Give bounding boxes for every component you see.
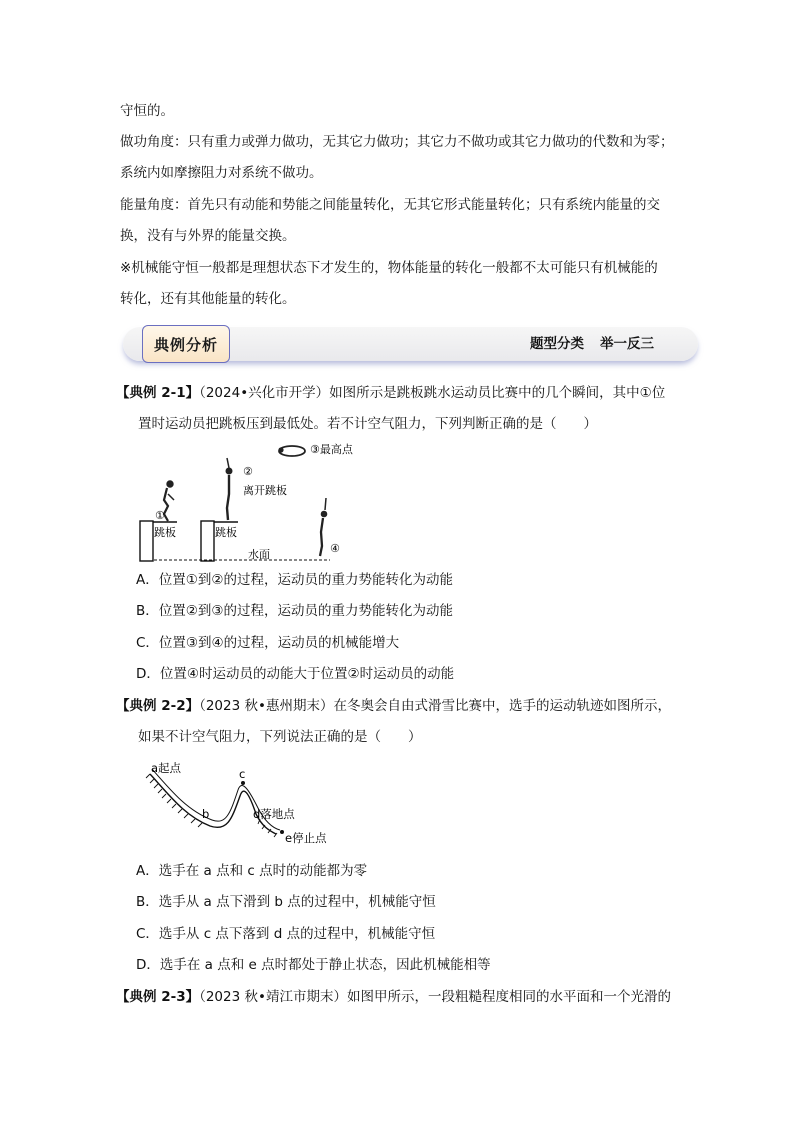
board-label-2: 跳板 [215, 526, 237, 539]
label-position-2-text: 离开跳板 [243, 484, 287, 497]
board-post-1 [140, 521, 153, 561]
label-e-stop: e停止点 [285, 831, 327, 845]
board-label-1: 跳板 [154, 526, 176, 539]
q2-heading [116, 696, 671, 716]
q1-option-b: B．位置②到③的过程，运动员的重力势能转化为动能 [136, 603, 453, 619]
q2-option-b: B．选手从 a 点下滑到 b 点的过程中，机械能守恒 [136, 894, 436, 910]
label-position-3: ③最高点 [310, 443, 353, 456]
q1-source: （2024•兴化市开学） [199, 385, 330, 401]
slope-hatching [146, 774, 277, 837]
intro-line-2: 做功角度：只有重力或弹力做功，无其它力做功；其它力不做功或其它力做功的代数和为零； [120, 134, 674, 150]
diver-position-4 [320, 498, 327, 556]
label-c: c [239, 767, 246, 781]
q1-tag: 【典例 2-1】 [116, 385, 200, 401]
section-banner-title: 典例分析 [142, 325, 230, 363]
q1-option-a: A．位置①到②的过程，运动员的重力势能转化为动能 [136, 572, 453, 588]
point-c [241, 781, 245, 785]
intro-line-4: 能量角度：首先只有动能和势能之间能量转化，无其它形式能量转化；只有系统内能量的交 [120, 197, 660, 213]
board-post-2 [201, 521, 214, 561]
label-position-4: ④ [330, 542, 340, 555]
q1-heading [116, 383, 665, 403]
slope-line-outer [150, 774, 276, 834]
q1-option-d: D．位置④时运动员的动能大于位置②时运动员的动能 [136, 666, 455, 682]
water-label: 水面 [248, 548, 270, 561]
q2-text-2: 如果不计空气阻力，下列说法正确的是（ ） [138, 729, 422, 745]
q2-option-c: C．选手从 c 点下落到 d 点的过程中，机械能守恒 [136, 926, 436, 942]
q2-option-a: A．选手在 a 点和 c 点时的动能都为零 [136, 863, 368, 879]
label-position-2: ② [243, 465, 253, 478]
banner-subtitle-2: 举一反三 [600, 336, 654, 352]
intro-line-1: 守恒的。 [120, 103, 174, 119]
q3-text-1: 如图甲所示，一段粗糙程度相同的水平面和一个光滑的 [346, 989, 671, 1005]
q1-option-c: C．位置③到④的过程，运动员的机械能增大 [136, 635, 400, 651]
section-banner-subtitle [530, 334, 654, 354]
q2-source: （2023 秋•惠州期末） [199, 698, 334, 714]
label-position-1: ① [155, 509, 165, 522]
q2-text-1: 在冬奥会自由式滑雪比赛中，选手的运动轨迹如图所示， [333, 698, 671, 714]
diver-position-1 [164, 481, 174, 521]
label-b: b [202, 807, 210, 821]
banner-subtitle-1: 题型分类 [530, 336, 584, 352]
diver-position-2 [226, 458, 232, 520]
diving-figure [130, 436, 370, 564]
q3-heading [116, 987, 671, 1007]
label-d-landing: d落地点 [253, 807, 295, 821]
label-a-start: a起点 [151, 761, 182, 775]
intro-line-6: ※机械能守恒一般都是理想状态下才发生的，物体能量的转化一般都不太可能只有机械能的 [120, 260, 658, 276]
q1-text-1: 如图所示是跳板跳水运动员比赛中的几个瞬间，其中①位 [329, 385, 666, 401]
diver-position-3 [278, 446, 305, 456]
q2-tag: 【典例 2-2】 [116, 698, 200, 714]
intro-line-3: 系统内如摩擦阻力对系统不做功。 [120, 165, 323, 181]
q2-option-d: D．选手在 a 点和 e 点时都处于静止状态，因此机械能相等 [136, 957, 491, 973]
q3-source: （2023 秋•靖江市期末） [199, 989, 347, 1005]
q1-text-2: 置时运动员把跳板压到最低处。若不计空气阻力，下列判断正确的是（ ） [138, 416, 597, 432]
ski-trajectory-figure [140, 756, 340, 848]
intro-line-5: 换，没有与外界的能量交换。 [120, 228, 296, 244]
point-e [280, 830, 284, 834]
q3-tag: 【典例 2-3】 [116, 989, 200, 1005]
intro-line-7: 转化，还有其他能量的转化。 [120, 291, 296, 307]
